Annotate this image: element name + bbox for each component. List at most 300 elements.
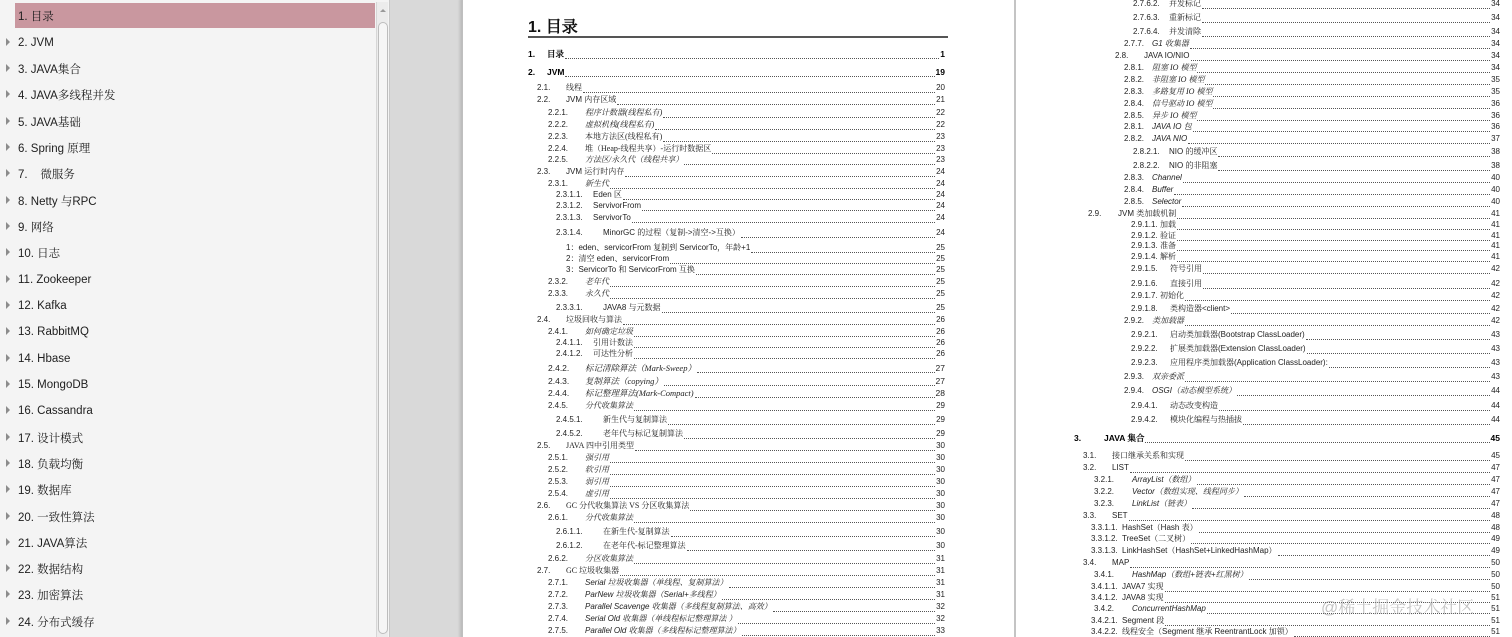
toc-leader-dots	[1185, 453, 1490, 461]
toc-entry[interactable]	[1083, 450, 1500, 462]
bookmark-label: 10. 日志	[18, 247, 61, 260]
toc-title: 非阻塞 IO 模型	[1152, 75, 1205, 84]
toc-entry[interactable]	[1133, 146, 1500, 158]
toc-entry[interactable]	[1131, 263, 1500, 275]
toc-leader-dots	[1129, 513, 1491, 521]
toc-page-number: 50	[1491, 570, 1500, 579]
toc-entry[interactable]	[548, 452, 945, 464]
toc-page-number: 30	[936, 465, 945, 474]
toc-entry[interactable]	[1131, 357, 1500, 369]
toc-leader-dots	[642, 203, 935, 211]
toc-page-number: 22	[936, 108, 945, 117]
toc-entry[interactable]	[537, 166, 945, 178]
toc-entry[interactable]	[1083, 510, 1500, 522]
toc-page-number: 24	[936, 228, 945, 237]
toc-leader-dots	[610, 491, 935, 499]
document-viewer	[390, 0, 1512, 637]
toc-title: 如何确定垃圾	[585, 327, 633, 336]
toc-entry[interactable]	[1133, 160, 1500, 172]
toc-entry[interactable]	[1131, 414, 1500, 426]
toc-page-number: 41	[1491, 252, 1500, 261]
toc-number: 1.	[528, 49, 536, 59]
toc-number: 2.3.1.2.	[556, 201, 583, 210]
toc-entry[interactable]	[1124, 121, 1500, 133]
toc-title: 新生代	[585, 179, 609, 188]
expand-triangle-icon[interactable]	[6, 143, 10, 151]
toc-entry[interactable]	[548, 400, 945, 412]
toc-leader-dots	[1207, 606, 1490, 614]
toc-entry[interactable]	[1131, 278, 1500, 290]
toc-number: 2.8.4.	[1124, 99, 1145, 108]
toc-leader-dots	[684, 431, 935, 439]
toc-entry[interactable]	[1124, 385, 1500, 397]
expand-triangle-icon[interactable]	[6, 485, 10, 493]
toc-number: 2.1.	[537, 83, 551, 92]
expand-triangle-icon[interactable]	[6, 117, 10, 125]
toc-number: 2.9.1.4.	[1131, 252, 1158, 261]
toc-leader-dots	[1205, 77, 1490, 85]
bookmark-item-12[interactable]	[0, 293, 375, 318]
toc-number: 2.7.4.	[548, 614, 569, 623]
toc-page-number: 35	[1491, 75, 1500, 84]
toc-entry[interactable]	[1133, 12, 1500, 24]
toc-page-number: 48	[1491, 523, 1500, 532]
toc-leader-dots	[1294, 629, 1490, 637]
toc-entry[interactable]	[1131, 303, 1500, 315]
toc-entry[interactable]	[548, 589, 945, 601]
expand-triangle-icon[interactable]	[6, 617, 10, 625]
toc-leader-dots	[695, 390, 935, 398]
bookmark-item-24[interactable]	[0, 609, 375, 634]
toc-page-number: 24	[936, 167, 945, 176]
toc-entry[interactable]	[1131, 329, 1500, 341]
toc-page-number: 30	[936, 501, 945, 510]
bookmark-item-4[interactable]	[0, 82, 375, 107]
scrollbar-thumb[interactable]	[378, 22, 388, 634]
toc-title: 并发清除	[1169, 27, 1201, 36]
toc-entry[interactable]	[537, 500, 945, 512]
toc-title: Serial Old 收集器（单线程标记整理算法 ）	[585, 614, 737, 623]
toc-entry[interactable]	[548, 131, 945, 143]
toc-entry[interactable]	[1091, 545, 1500, 557]
toc-entry[interactable]	[548, 577, 945, 589]
toc-entry[interactable]	[548, 154, 945, 166]
toc-page-number: 26	[936, 349, 945, 358]
toc-page-number: 34	[1491, 27, 1500, 36]
toc-number: 2.5.4.	[548, 489, 569, 498]
toc-number: 2.9.1.5.	[1131, 264, 1158, 273]
toc-number: 2.7.	[537, 566, 551, 575]
toc-title: NIO 的非阻塞	[1169, 161, 1218, 170]
toc-entry[interactable]	[556, 302, 945, 314]
toc-entry[interactable]	[556, 348, 945, 360]
toc-number: 2.	[528, 67, 536, 77]
toc-entry[interactable]	[1131, 343, 1500, 355]
toc-page-number: 42	[1491, 291, 1500, 300]
toc-entry[interactable]	[556, 414, 945, 426]
toc-page-number: 41	[1491, 209, 1500, 218]
toc-entry[interactable]	[1094, 569, 1500, 581]
toc-number: 2.8.4.	[1124, 185, 1145, 194]
bookmark-label: 17. 设计模式	[18, 432, 84, 445]
toc-entry[interactable]	[1124, 38, 1500, 50]
toc-leader-dots	[610, 291, 935, 299]
toc-title: 复制算法（copying）	[585, 376, 663, 386]
expand-triangle-icon[interactable]	[6, 512, 10, 520]
toc-page-number: 31	[936, 554, 945, 563]
bookmark-item-11[interactable]	[0, 267, 375, 292]
toc-page-number: 42	[1491, 316, 1500, 325]
toc-entry[interactable]	[1133, 0, 1500, 10]
toc-page-number: 26	[936, 315, 945, 324]
bookmark-item-13[interactable]	[0, 319, 375, 344]
bookmark-label: 21. JAVA算法	[18, 537, 88, 550]
toc-title: 扩展类加载器(Extension ClassLoader)	[1170, 344, 1306, 353]
toc-number: 2.7.6.3.	[1133, 13, 1160, 22]
toc-leader-dots	[610, 467, 935, 475]
toc-leader-dots	[617, 97, 935, 105]
toc-page-number: 40	[1491, 185, 1500, 194]
bookmark-label: 6. Spring 原理	[18, 142, 91, 155]
bookmark-label: 18. 负载均衡	[18, 458, 84, 471]
toc-leader-dots	[1329, 360, 1490, 368]
toc-entry[interactable]	[548, 276, 945, 288]
toc-leader-dots	[1307, 346, 1490, 354]
toc-number: 2.9.1.2.	[1131, 231, 1158, 240]
expand-triangle-icon[interactable]	[6, 327, 10, 335]
toc-leader-dots	[1174, 187, 1490, 195]
toc-leader-dots	[625, 169, 935, 177]
toc-page-number: 38	[1491, 161, 1500, 170]
toc-leader-dots	[1202, 15, 1490, 23]
toc-page-number: 22	[936, 120, 945, 129]
toc-page-number: 23	[936, 132, 945, 141]
toc-leader-dots	[671, 529, 935, 537]
expand-triangle-icon[interactable]	[6, 459, 10, 467]
toc-title: MAP	[1112, 558, 1130, 567]
expand-triangle-icon[interactable]	[6, 222, 10, 230]
toc-leader-dots	[635, 443, 935, 451]
toc-page-number: 49	[1491, 534, 1500, 543]
toc-entry[interactable]	[537, 440, 945, 452]
expand-triangle-icon[interactable]	[6, 38, 10, 46]
bookmark-item-23[interactable]	[0, 582, 375, 607]
toc-number: 2.9.2.	[1124, 316, 1145, 325]
toc-entry[interactable]	[566, 264, 945, 276]
toc-entry[interactable]	[556, 526, 945, 538]
expand-triangle-icon[interactable]	[6, 590, 10, 598]
bookmark-label: 23. 加密算法	[18, 589, 84, 602]
toc-entry[interactable]	[1094, 474, 1500, 486]
toc-number: 2.9.	[1088, 209, 1102, 218]
toc-page-number: 51	[1491, 604, 1500, 613]
toc-number: 2.8.2.1.	[1133, 147, 1160, 156]
toc-entry[interactable]	[1131, 251, 1500, 263]
bookmark-item-17[interactable]	[0, 425, 375, 450]
toc-title: 双亲委派	[1152, 372, 1184, 381]
toc-entry[interactable]	[548, 553, 945, 565]
toc-entry[interactable]	[1131, 290, 1500, 302]
toc-title: 目录	[547, 49, 565, 59]
toc-entry[interactable]	[548, 625, 945, 637]
toc-leader-dots	[741, 230, 935, 238]
toc-leader-dots	[655, 122, 935, 130]
toc-number: 2.3.1.3.	[556, 213, 583, 222]
toc-page-number: 51	[1491, 593, 1500, 602]
toc-leader-dots	[663, 134, 935, 142]
toc-number: 2.7.6.4.	[1133, 27, 1160, 36]
toc-entry[interactable]	[556, 540, 945, 552]
expand-triangle-icon[interactable]	[6, 248, 10, 256]
bookmark-item-7[interactable]	[0, 161, 375, 186]
toc-leader-dots	[610, 455, 935, 463]
toc-entry[interactable]	[556, 227, 945, 239]
toc-page-number: 41	[1491, 241, 1500, 250]
toc-entry[interactable]	[556, 428, 945, 440]
toc-page-number: 27	[935, 376, 945, 386]
toc-title: JAVA8 实现	[1122, 593, 1164, 602]
toc-title: 标记整理算法(Mark-Compact)	[585, 388, 694, 398]
toc-leader-dots	[670, 256, 935, 264]
toc-page-number: 30	[936, 541, 945, 550]
toc-entry[interactable]	[537, 565, 945, 577]
toc-page-number: 42	[1491, 264, 1500, 273]
toc-title: 分区收集算法	[585, 554, 633, 563]
toc-number: 2.5.3.	[548, 477, 569, 486]
toc-title: 符号引用	[1170, 264, 1202, 273]
toc-entry[interactable]	[1124, 62, 1500, 74]
toc-title: 虚拟机栈(线程私有)	[585, 120, 655, 129]
toc-entry[interactable]	[537, 82, 945, 94]
toc-title: 3：ServicorTo 和 ServicorFrom 互换	[566, 265, 695, 274]
toc-entry[interactable]	[1124, 86, 1500, 98]
toc-leader-dots	[663, 110, 935, 118]
toc-leader-dots	[632, 215, 935, 223]
bookmark-item-20[interactable]	[0, 504, 375, 529]
bookmark-item-15[interactable]	[0, 372, 375, 397]
bookmark-item-2[interactable]	[0, 30, 375, 55]
toc-entry[interactable]	[1124, 74, 1500, 86]
toc-page-number: 36	[1491, 111, 1500, 120]
toc-page-number: 42	[1491, 304, 1500, 313]
toc-leader-dots	[565, 69, 934, 77]
toc-page-number: 37	[1491, 134, 1500, 143]
expand-triangle-icon[interactable]	[6, 90, 10, 98]
expand-triangle-icon[interactable]	[6, 433, 10, 441]
toc-entry[interactable]	[1091, 533, 1500, 545]
expand-triangle-icon[interactable]	[6, 406, 10, 414]
expand-triangle-icon[interactable]	[6, 538, 10, 546]
expand-triangle-icon[interactable]	[6, 64, 10, 72]
toc-page-number: 26	[936, 338, 945, 347]
toc-leader-dots	[1213, 101, 1490, 109]
toc-page-number: 40	[1491, 173, 1500, 182]
toc-leader-dots	[773, 604, 935, 612]
toc-number: 2.4.1.1.	[556, 338, 583, 347]
toc-leader-dots	[722, 592, 935, 600]
toc-leader-dots	[1130, 465, 1490, 473]
toc-title: Vector（数组实现、线程同步）	[1132, 487, 1243, 496]
toc-number: 2.4.5.	[548, 401, 569, 410]
toc-page-number: 45	[1490, 433, 1500, 443]
toc-title: 程序计数器(线程私有)	[585, 108, 663, 117]
toc-entry[interactable]	[1094, 603, 1500, 615]
toc-title: ParNew 垃圾收集器（Serial+多线程）	[585, 590, 721, 599]
toc-entry[interactable]	[548, 476, 945, 488]
title-underline	[528, 36, 948, 38]
bookmarks-panel	[0, 0, 390, 637]
toc-entry[interactable]	[548, 362, 945, 374]
toc-entry[interactable]	[537, 94, 945, 106]
bookmark-item-22[interactable]	[0, 556, 375, 581]
toc-number: 2.7.3.	[548, 602, 569, 611]
toc-page-number: 28	[935, 388, 945, 398]
toc-leader-dots	[1177, 254, 1490, 262]
toc-title: MinorGC 的过程（复制->清空->互换）	[603, 228, 740, 237]
toc-entry[interactable]	[1124, 98, 1500, 110]
bookmark-item-3[interactable]	[0, 56, 375, 81]
toc-number: 2.4.5.1.	[556, 415, 583, 424]
toc-number: 3.4.2.1.	[1091, 616, 1118, 625]
bookmark-item-5[interactable]	[0, 109, 375, 134]
toc-number: 2.8.	[1115, 51, 1129, 60]
toc-entry[interactable]	[1133, 26, 1500, 38]
toc-number: 2.7.5.	[548, 626, 569, 635]
toc-entry[interactable]	[1124, 184, 1500, 196]
toc-number: 2.7.6.2.	[1133, 0, 1160, 8]
toc-leader-dots	[1306, 332, 1490, 340]
expand-triangle-icon[interactable]	[6, 564, 10, 572]
toc-number: 2.3.3.1.	[556, 303, 583, 312]
toc-number: 3.4.	[1083, 558, 1097, 567]
toc-number: 2.4.2.	[548, 363, 570, 373]
toc-page-number: 34	[1491, 63, 1500, 72]
toc-leader-dots	[1193, 124, 1490, 132]
toc-number: 3.2.3.	[1094, 499, 1115, 508]
bookmark-item-9[interactable]	[0, 214, 375, 239]
toc-page-number: 30	[936, 441, 945, 450]
toc-entry[interactable]	[1115, 50, 1500, 62]
toc-entry[interactable]	[548, 601, 945, 613]
toc-leader-dots	[1213, 89, 1490, 97]
bookmark-item-1[interactable]	[15, 3, 375, 28]
toc-title: NIO 的缓冲区	[1169, 147, 1218, 156]
toc-entry[interactable]	[548, 488, 945, 500]
toc-title: Selector	[1152, 197, 1182, 206]
toc-page-number: 43	[1491, 344, 1500, 353]
toc-title: JAVA 集合	[1104, 433, 1145, 443]
toc-number: 2.9.2.2.	[1131, 344, 1158, 353]
expand-triangle-icon[interactable]	[6, 301, 10, 309]
toc-leader-dots	[634, 515, 935, 523]
toc-leader-dots	[1197, 477, 1491, 485]
scroll-up-arrow-icon[interactable]	[377, 2, 389, 18]
toc-title: 软引用	[585, 465, 609, 474]
toc-page-number: 21	[936, 95, 945, 104]
toc-leader-dots	[610, 279, 935, 287]
bookmarks-scrollbar[interactable]	[376, 2, 388, 637]
toc-leader-dots	[1219, 403, 1490, 411]
toc-entry[interactable]	[537, 314, 945, 326]
toc-page-number: 30	[936, 453, 945, 462]
toc-title: 线程安全（Segment 继承 ReentrantLock 加锁）	[1122, 627, 1293, 636]
toc-number: 2.8.1.	[1124, 63, 1145, 72]
toc-entry[interactable]	[1124, 371, 1500, 383]
toc-leader-dots	[1203, 281, 1490, 289]
toc-entry[interactable]	[1124, 172, 1500, 184]
toc-entry[interactable]	[528, 66, 945, 78]
bookmark-item-19[interactable]	[0, 477, 375, 502]
toc-entry[interactable]	[1094, 486, 1500, 498]
toc-entry[interactable]	[1091, 626, 1500, 637]
bookmark-item-18[interactable]	[0, 451, 375, 476]
toc-entry[interactable]	[548, 119, 945, 131]
toc-leader-dots	[1243, 417, 1490, 425]
expand-triangle-icon[interactable]	[6, 169, 10, 177]
toc-title: 多路复用 IO 模型	[1152, 87, 1213, 96]
expand-triangle-icon[interactable]	[6, 196, 10, 204]
toc-entry[interactable]	[548, 107, 945, 119]
toc-page-number: 24	[936, 179, 945, 188]
toc-page-number: 25	[936, 265, 945, 274]
expand-triangle-icon[interactable]	[6, 380, 10, 388]
toc-leader-dots	[1218, 149, 1490, 157]
toc-title: 验证	[1160, 231, 1176, 240]
toc-page-number: 50	[1491, 582, 1500, 591]
toc-entry[interactable]	[548, 387, 945, 399]
toc-entry[interactable]	[1083, 557, 1500, 569]
toc-page-number: 45	[1491, 451, 1500, 460]
toc-title: HashSet（Hash 表）	[1122, 523, 1198, 532]
toc-leader-dots	[1249, 572, 1491, 580]
toc-entry[interactable]	[548, 512, 945, 524]
bookmark-item-21[interactable]	[0, 530, 375, 555]
bookmark-item-10[interactable]	[0, 240, 375, 265]
toc-entry[interactable]	[548, 613, 945, 625]
bookmark-item-16[interactable]	[0, 398, 375, 423]
toc-entry[interactable]	[528, 48, 945, 60]
bookmark-item-6[interactable]	[0, 135, 375, 160]
toc-leader-dots	[610, 479, 935, 487]
toc-entry[interactable]	[1083, 462, 1500, 474]
bookmark-item-8[interactable]	[0, 188, 375, 213]
expand-triangle-icon[interactable]	[6, 275, 10, 283]
toc-leader-dots	[634, 329, 935, 337]
toc-entry[interactable]	[1131, 400, 1500, 412]
toc-entry[interactable]	[548, 464, 945, 476]
toc-entry[interactable]	[1124, 196, 1500, 208]
toc-entry[interactable]	[548, 288, 945, 300]
toc-page-number: 49	[1491, 546, 1500, 555]
toc-leader-dots	[1197, 113, 1490, 121]
toc-page-number: 41	[1491, 231, 1500, 240]
toc-page-number: 23	[936, 155, 945, 164]
bookmark-item-14[interactable]	[0, 346, 375, 371]
toc-entry[interactable]	[1094, 498, 1500, 510]
toc-entry[interactable]	[556, 212, 945, 224]
toc-leader-dots	[1278, 548, 1491, 556]
toc-entry[interactable]	[1124, 133, 1500, 145]
toc-entry[interactable]	[556, 200, 945, 212]
toc-leader-dots	[1177, 222, 1490, 230]
toc-title: Eden 区	[593, 190, 622, 199]
toc-entry[interactable]	[1074, 432, 1500, 444]
toc-number: 2.8.2.2.	[1133, 161, 1160, 170]
toc-title: LIST	[1112, 463, 1129, 472]
expand-triangle-icon[interactable]	[6, 354, 10, 362]
toc-entry[interactable]	[1124, 315, 1500, 327]
toc-entry[interactable]	[548, 375, 945, 387]
